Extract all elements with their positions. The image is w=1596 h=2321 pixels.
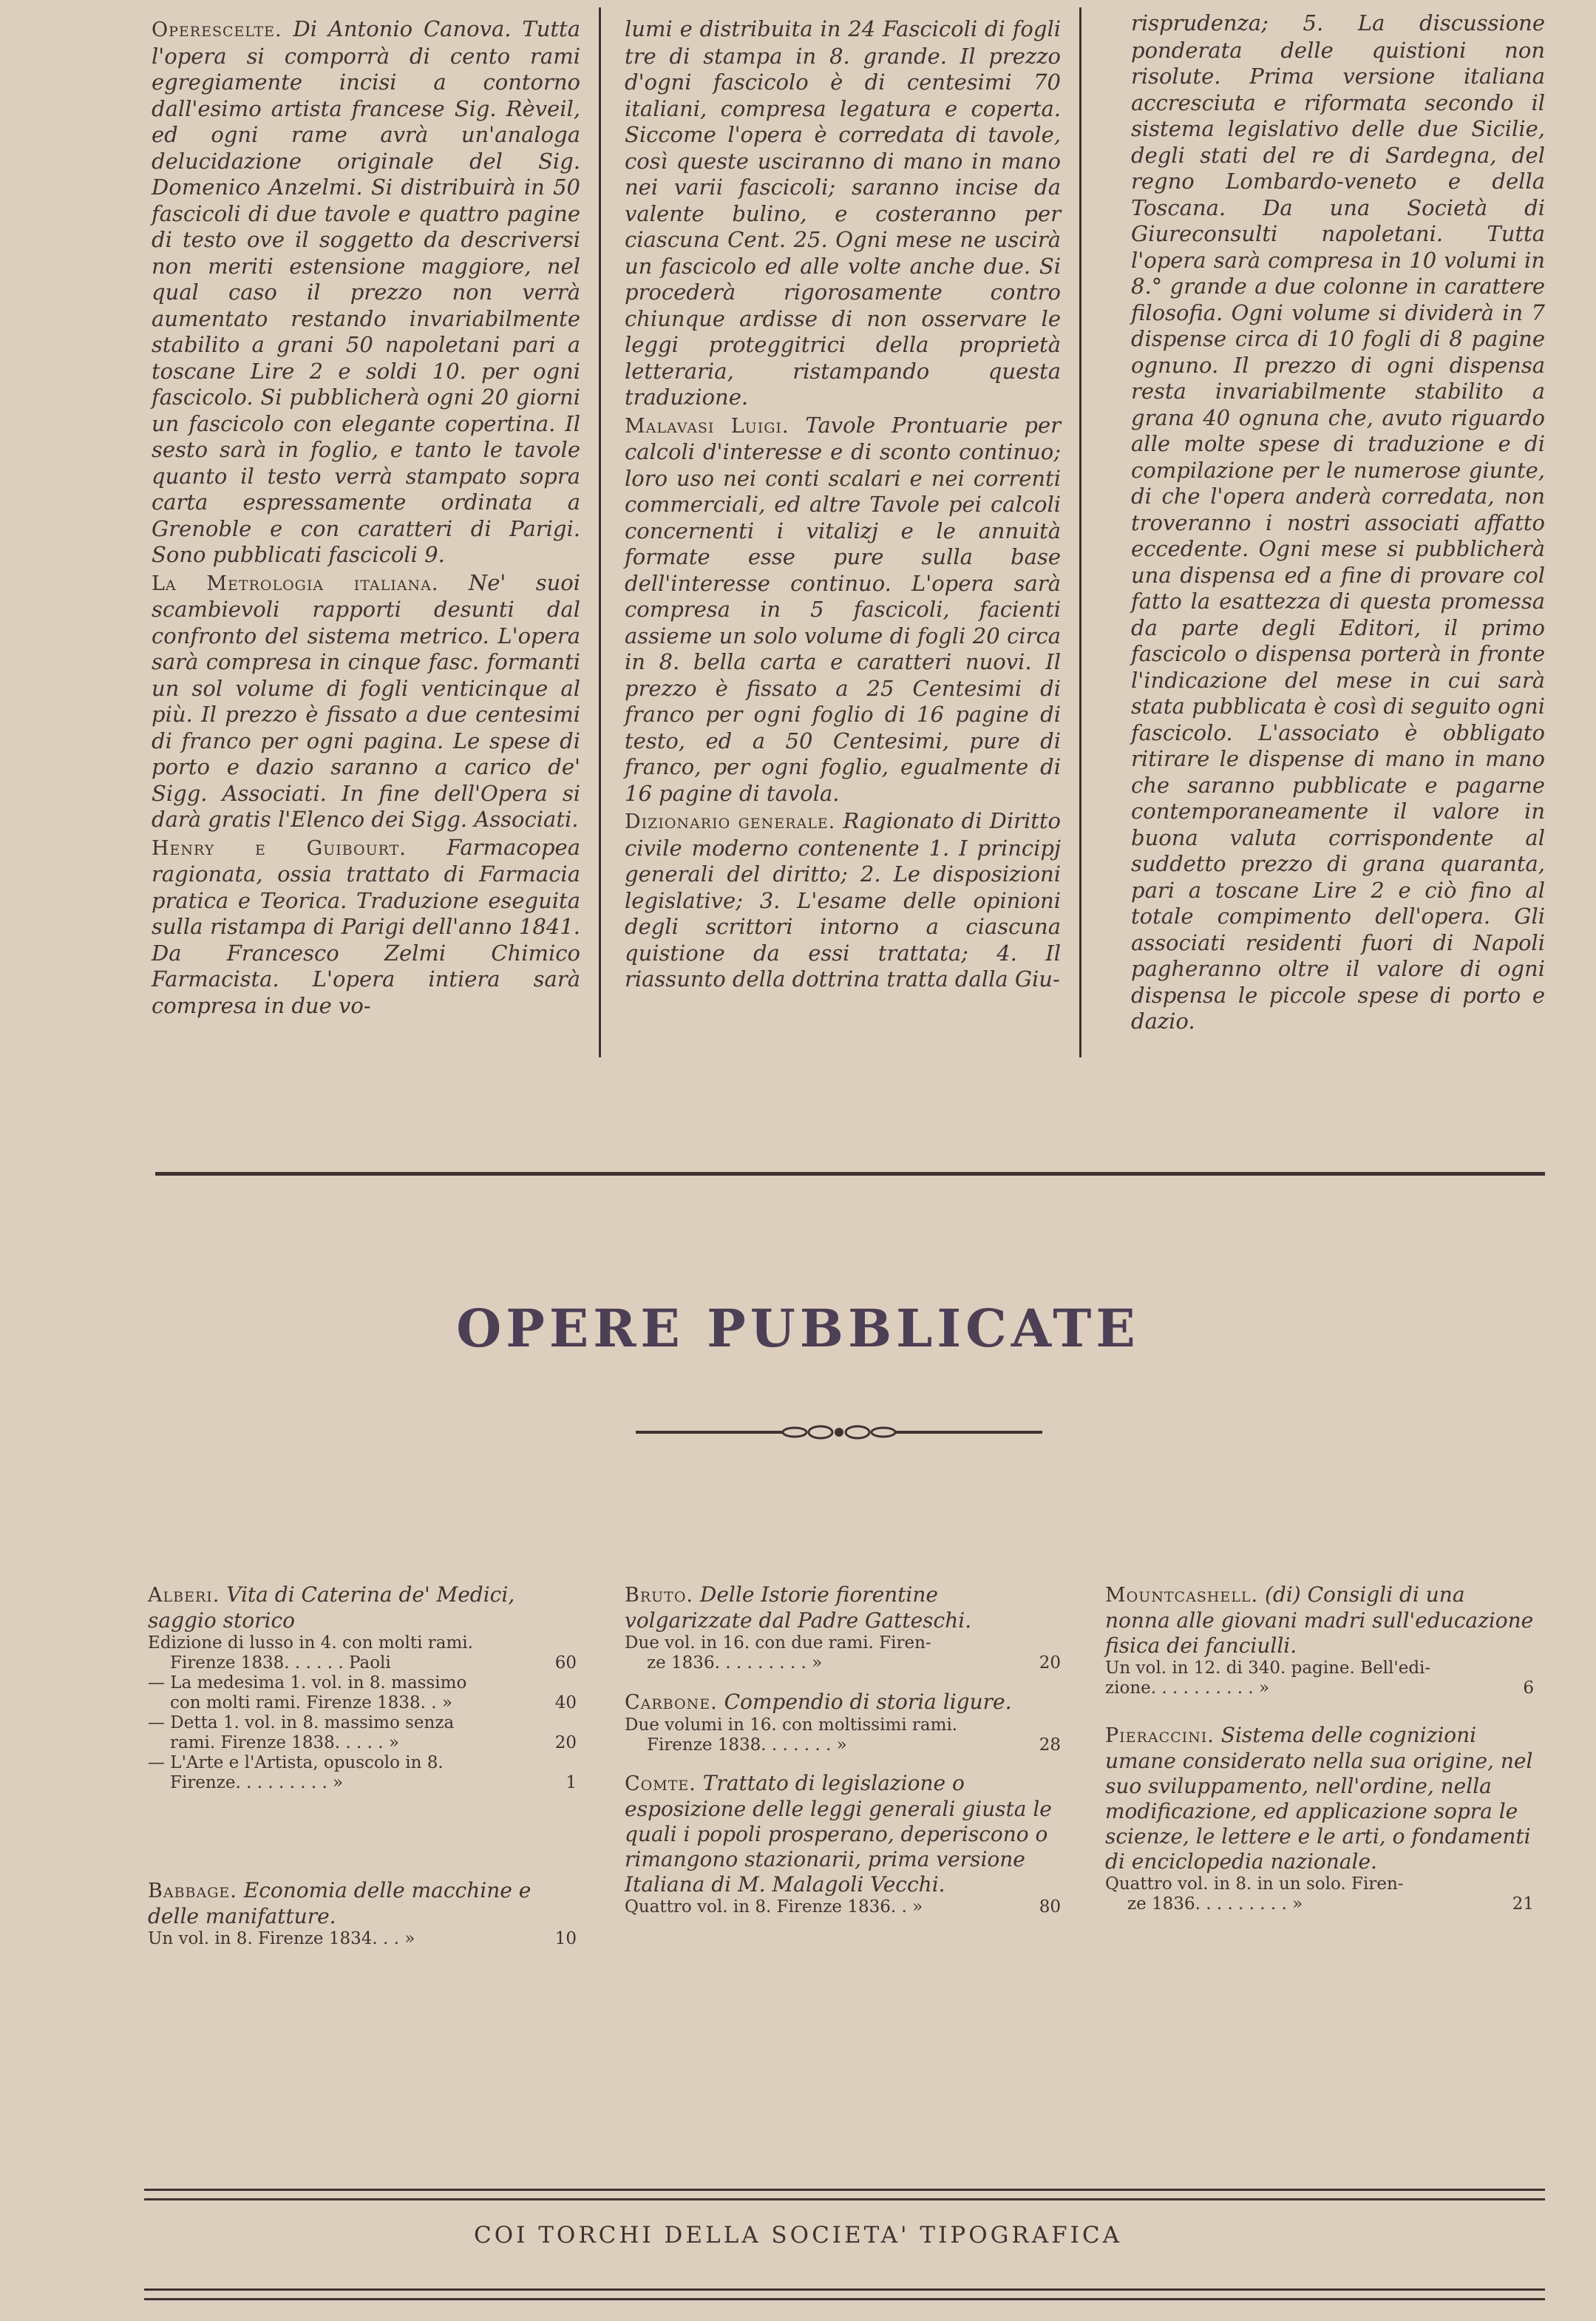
announcement: Operescelte. Di Antonio Canova. Tutta l'opera si comporrà di cento rami egregiamente incisi a contorno dall'esimo artista francese Sig. Rèveil, ed ogni rame avrà un'analoga delucidazione originale del Sig. Domenico Anzelmi. Si distribuirà in 50 fascicoli di due tavole e quattro pagine di testo ove il soggetto da descriversi non meriti estensione maggiore, nel qual caso il prezzo non verrà aumentato restando invariabilmente stabilito a grani 50 napoletani pari a toscane Lire 2 e soldi 10. per ogni fascicolo. Si pubblicherà ogni 20 giorni un fascicolo con elegante copertina. Il sesto sarà in foglio, e tanto le tavole quanto il testo verrà stampato sopra carta espressamente ordinata a Grenoble e con caratteri di Parigi. Sono pubblicati fascicoli 9. <box>152 16 580 567</box>
column-3 <box>1131 10 1545 1035</box>
section-title: OPERE PUBBLICATE <box>456 1298 1140 1359</box>
book-entry-pieraccini: Pieraccini. Sistema delle cognizioni umane considerato nella sua origine, nel suo sviluppamento, nell'ordine, nella modificazione, ed applicazione sopra le scienze, le lettere e le arti, o fondamenti di enciclopedia nazionale. Quattro vol. in 8. in un solo. Firen- ze 1836. . . . . . . . . » 21 <box>1105 1723 1534 1914</box>
column-2 <box>625 16 1061 993</box>
announcement: Dizionario generale. Ragionato di Diritto civile moderno contenente 1. I principj generali del diritto; 2. Le disposizioni legislative; 3. L'esame delle opinioni degli scrittori intorno a ciascuna quistione da essi trattata; 4. Il riassunto della dottrina tratta dalla Giu- <box>625 808 1061 992</box>
announcement: Henry e Guibourt. Farmacopea ragionata, ossia trattato di Farmacia pratica e Teorica. Traduzione eseguita sulla ristampa di Parigi dell'anno 1841. Da Francesco Zelmi Chimico Farmacista. L'opera intiera sarà compresa in due vo- <box>152 834 580 1018</box>
ornament-divider <box>636 1421 1042 1443</box>
column-1 <box>152 16 580 1019</box>
section-rule <box>155 1172 1545 1176</box>
footer-rule-bottom <box>144 2288 1545 2300</box>
book-entry-comte: Comte. Trattato di legislazione o esposizione delle leggi generali giusta le quali i popoli prosperano, deperiscono o rimangono stazionarii, prima versione Italiana di M. Malagoli Vecchi. Quattro vol. in 8. Firenze 1836. . » 80 <box>625 1771 1061 1917</box>
announcement: La Metrologia italiana. Ne' suoi scambievoli rapporti desunti dal confronto del sistema metrico. L'opera sarà compresa in cinque fasc. formanti un sol volume di fogli venticinque al più. Il prezzo è fissato a due centesimi di franco per ogni pagina. Le spese di porto e dazio saranno a carico de' Sigg. Associati. In fine dell'Opera si darà gratis l'Elenco dei Sigg. Associati. <box>152 569 580 832</box>
column-divider <box>1079 7 1081 1057</box>
book-entry-mountcashell: Mountcashell. (di) Consigli di una nonna alle giovani madri sull'educazione fisica dei fanciulli. Un vol. in 12. di 340. pagine. Bell'edi- zione. . . . . . . . . . » 6 <box>1105 1582 1534 1698</box>
column-divider <box>599 7 601 1057</box>
announcement: lumi e distribuita in 24 Fascicoli di fogli tre di stampa in 8. grande. Il prezzo d'ogni fascicolo è di centesimi 70 italiani, compresa legatura e coperta. Siccome l'opera è corredata di tavole, così queste usciranno di mano in mano nei varii fascicoli; saranno incise da valente bulino, e costeranno per ciascuna Cent. 25. Ogni mese ne uscirà un fascicolo ed alle volte anche due. Si procederà rigorosamente contro chiunque ardisse di non osservare le leggi proteggitrici della proprietà letteraria, ristampando questa traduzione. <box>625 16 1061 410</box>
book-entry-babbage: Babbage. Economia delle macchine e delle manifatture. Un vol. in 8. Firenze 1834. . . » 10 <box>148 1878 577 1948</box>
announcement: risprudenza; 5. La discussione ponderata delle quistioni non risolute. Prima versione italiana accresciuta e riformata secondo il sistema legislativo delle due Sicilie, degli stati del re di Sardegna, del regno Lombardo-veneto e della Toscana. Da una Società di Giureconsulti napoletani. Tutta l'opera sarà compresa in 10 volumi in 8.° grande a due colonne in carattere filosofia. Ogni volume si dividerà in 7 dispense circa di 10 fogli di 8 pagine ognuno. Il prezzo di ogni dispensa resta invariabilmente stabilito a grana 40 ognuna che, avuto riguardo alle molte spese di traduzione e di compilazione per le numerose giunte, di che l'opera anderà corredata, non troveranno i nostri associati affatto eccedente. Ogni mese si pubblicherà una dispensa ed a fine di provare col fatto la esattezza di questa promessa da parte degli Editori, il primo fascicolo o dispensa porterà in fronte l'indicazione del mese in cui sarà stata pubblicata è così di seguito ogni fascicolo. L'associato è obbligato ritirare le dispense di mano in mano che saranno pubblicate e pagarne contemporaneamente il valore in buona valuta corrispondente al suddetto prezzo di grana quaranta, pari a toscane Lire 2 e ciò fino al totale compimento dell'opera. Gli associati residenti fuori di Napoli pagheranno oltre il valore di ogni dispensa le piccole spese di porto e dazio. <box>1131 10 1545 1034</box>
book-entry-carbone: Carbone. Compendio di storia ligure. Due volumi in 16. con moltissimi rami. Firenze 1838. . . . . . . » 28 <box>625 1690 1061 1755</box>
footer-rule-top <box>144 2189 1545 2200</box>
book-entry-bruto: Bruto. Delle Istorie fiorentine volgarizzate dal Padre Gatteschi. Due vol. in 16. con due rami. Firen- ze 1836. . . . . . . . . » 20 <box>625 1582 1061 1673</box>
book-entry-alberi: Alberi. Vita di Caterina de' Medici, saggio storico Edizione di lusso in 4. con molti rami. Firenze 1838. . . . . . Paoli 60 — La medesima 1. vol. in 8. massimo con molti rami. Firenze 1838. . » 40 — Detta 1. vol. in 8. massimo senza rami. Firenze 1838. . . . . » 20 — L'Arte e l'Artista, opuscolo in 8. Firenze. . . . . . . . . » 1 <box>148 1582 577 1792</box>
announcement: Malavasi Luigi. Tavole Prontuarie per calcoli d'interesse e di sconto continuo; loro uso nei conti scalari e nei correnti commerciali, ed altre Tavole pei calcoli concernenti i vitalizj e le annuità formate esse pure sulla base dell'interesse continuo. L'opera sarà compresa in 5 fascicoli, facienti assieme un solo volume di fogli 20 circa in 8. bella carta e caratteri nuovi. Il prezzo è fissato a 25 Centesimi di franco per ogni foglio di 16 pagine di testo, ed a 50 Centesimi, pure di franco, per ogni foglio, egualmente di 16 pagine di tavola. <box>625 412 1062 806</box>
printer-imprint: COI TORCHI DELLA SOCIETA' TIPOGRAFICA <box>474 2222 1122 2249</box>
